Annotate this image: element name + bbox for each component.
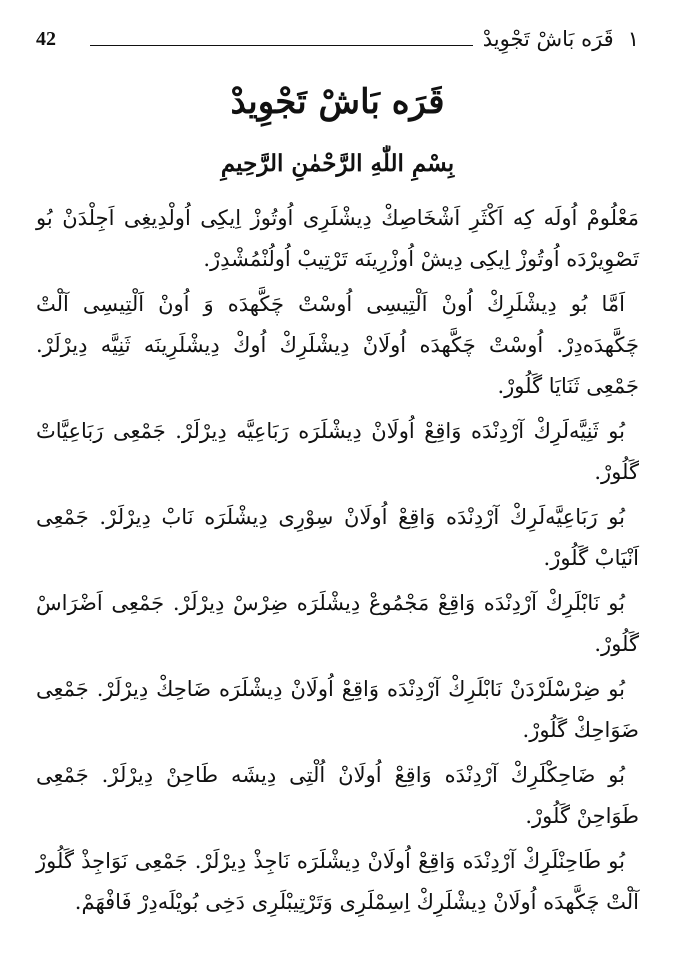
paragraph: بُو ضَاحِكْلَرِكْ آرْدِنْدَه وَاقِعْ اُولَانْ اُلْتِى دِيشَه طَاحِنْ دِيرْلَرْ. جَمْعِى طَوَاحِنْ گَلُورْ. [36, 763, 639, 828]
running-header [36, 24, 639, 54]
paragraph: بُو طَاحِنْلَرِكْ آرْدِنْدَه وَاقِعْ اُولَانْ دِيشْلَرَه نَاجِذْ دِيرْلَرْ. جَمْعِى نَوَاجِذْ گَلُورْ آلْتْ چَكَّهدَه اُولَانْ دِيشْلَرِكْ اِسِمْلَرِى وَتَرْتِيبْلَرِى دَخِى بُويْلَه‌دِرْ فَافْهَمْ. [36, 849, 639, 914]
paragraph: بُو رَبَاعِيَّه‌لَرِكْ آرْدِنْدَه وَاقِعْ اُولَانْ سِوْرِى دِيشْلَرَه نَابْ دِيرْلَرْ. جَمْعِى اَنْيَابْ گَلُورْ. [36, 505, 639, 570]
body-text [36, 198, 639, 927]
header-rule [90, 45, 473, 46]
paragraph: بُو ضِرْسْلَرْدَنْ نَابْلَرِكْ آرْدِنْدَه وَاقِعْ اُولَانْ دِيشْلَرَه ضَاحِكْ دِيرْلَرْ. جَمْعِى ضَوَاحِكْ گَلُورْ. [36, 677, 639, 742]
basmala: بِسْمِ اللّٰهِ الرَّحْمٰنِ الرَّحِيمِ [220, 150, 455, 177]
paragraph: بُو نَابْلَرِكْ آرْدِنْدَه وَاقِعْ مَجْمُوعْ دِيشْلَرَه ضِرْسْ دِيرْلَرْ. جَمْعِى اَضْرَاسْ گَلُورْ. [36, 591, 639, 656]
page-number: 42 [36, 27, 56, 50]
page-title: قَرَه بَاشْ تَجْوِيدْ [230, 82, 445, 122]
running-header-title: قَرَه بَاشْ تَجْوِيدْ [482, 27, 614, 51]
volume-number: ١ [627, 27, 639, 51]
paragraph: مَعْلُومْ اُولَه كِه اَكْثَرِ اَشْخَاصِكْ دِيشْلَرِى اُوتُوزْ اِيكِى اُولْدِيغِى اَجِلْدَنْ بُو تَصْوِيرْدَه اُوتُوزْ اِيكِى دِيشْ اُوزْرِينَه تَرْتِيبْ اُولُنْمُشْدِرْ. [36, 206, 639, 271]
paragraph: بُو ثَنِيَّه‌لَرِكْ آرْدِنْدَه وَاقِعْ اُولَانْ دِيشْلَرَه رَبَاعِيَّه دِيرْلَرْ. جَمْعِى رَبَاعِيَّاتْ گَلُورْ. [36, 419, 639, 484]
paragraph: اَمَّا بُو دِيشْلَرِكْ اُونْ اَلْتِيسِى اُوسْتْ چَكَّهدَه وَ اُونْ اَلْتِيسِى آلْتْ چَكَّهدَه‌دِرْ. اُوسْتْ چَكَّهدَه اُولَانْ دِيشْلَرِكْ اُوكْ دِيشْلَرِينَه ثَنِيَّه دِيرْلَرْ. جَمْعِى ثَنَايَا گَلُورْ. [36, 292, 639, 398]
